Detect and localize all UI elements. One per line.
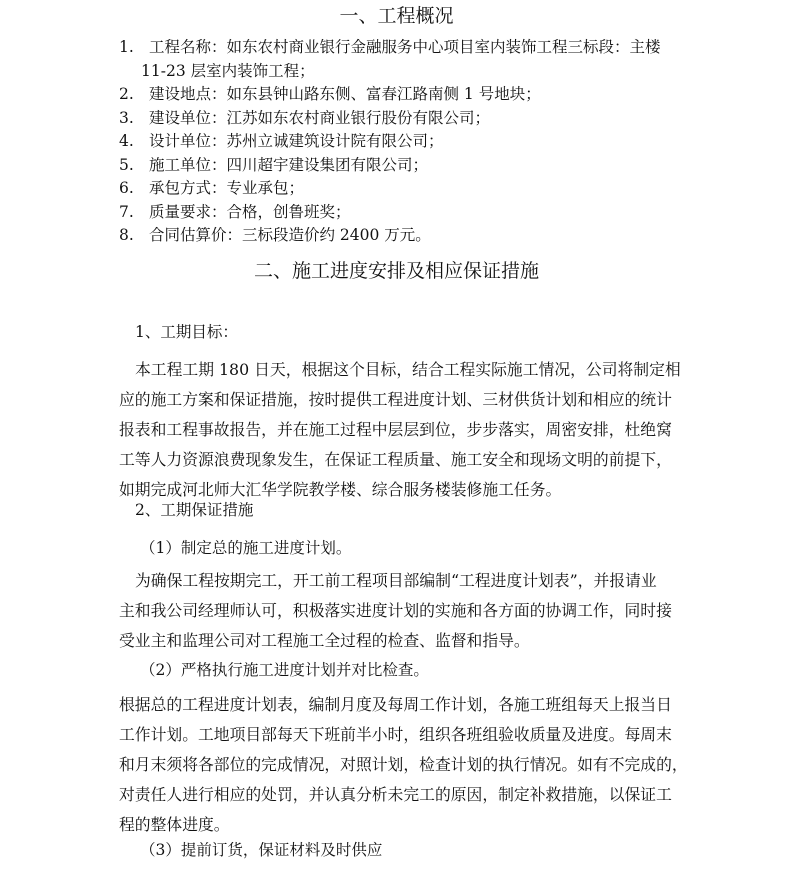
measure-3-title: （3）提前订货，保证材料及时供应 bbox=[140, 841, 383, 859]
project-overview-list bbox=[0, 36, 793, 248]
list-item bbox=[0, 36, 793, 83]
paragraph-line: 如期完成河北师大汇华学院教学楼、综合服务楼装修施工任务。 bbox=[119, 480, 562, 499]
paragraph-line: 为确保工程按期完工，开工前工程项目部编制“工程进度计划表”，并报请业 bbox=[135, 571, 657, 590]
list-item-number: 6. bbox=[119, 179, 134, 197]
list-item bbox=[0, 224, 793, 248]
list-item-number: 1. bbox=[119, 38, 134, 56]
list-item-text: 建设地点：如东县钟山路东侧、富春江路南侧 1 号地块； bbox=[149, 85, 541, 103]
paragraph-line: 根据总的工程进度计划表，编制月度及每周工作计划，各施工班组每天上报当日 bbox=[119, 695, 672, 714]
paragraph-line: 主和我公司经理师认可，积极落实进度计划的实施和各方面的协调工作，同时接 bbox=[119, 601, 672, 620]
schedule-goal-paragraph bbox=[119, 355, 679, 505]
paragraph-line: 受业主和监理公司对工程施工全过程的检查、监督和指导。 bbox=[119, 631, 530, 650]
measure-2-paragraph bbox=[119, 690, 688, 840]
list-item bbox=[0, 154, 793, 178]
paragraph-line: 应的施工方案和保证措施，按时提供工程进度计划、三材供货计划和相应的统计 bbox=[119, 390, 672, 409]
list-item-text: 施工单位：四川超宇建设集团有限公司； bbox=[149, 155, 429, 174]
paragraph-line: 和月末须将各部位的完成情况，对照计划，检查计划的执行情况。如有不完成的， bbox=[119, 755, 688, 774]
paragraph-line: 工等人力资源浪费现象发生，在保证工程质量、施工安全和现场文明的前提下， bbox=[119, 450, 672, 469]
measure-1-paragraph bbox=[119, 566, 679, 656]
list-item bbox=[0, 107, 793, 131]
measure-1-title: （1）制定总的施工进度计划。 bbox=[140, 539, 352, 557]
list-item-text: 工程名称：如东农村商业银行金融服务中心项目室内装饰工程三标段：主楼 bbox=[149, 38, 661, 56]
subsection-1-title: 1、工期目标： bbox=[135, 323, 238, 341]
list-item-text: 建设单位：江苏如东农村商业银行股份有限公司； bbox=[149, 108, 491, 127]
list-item bbox=[0, 83, 793, 107]
paragraph-line: 对责任人进行相应的处罚，并认真分析未完工的原因，制定补救措施，以保证工 bbox=[119, 785, 672, 804]
section-2-heading: 二、施工进度安排及相应保证措施 bbox=[253, 260, 539, 282]
list-item-number: 5. bbox=[119, 155, 134, 174]
section-1-heading: 一、工程概况 bbox=[339, 5, 454, 27]
list-item-number: 8. bbox=[119, 226, 134, 244]
paragraph-line: 报表和工程事故报告，并在施工过程中层层到位，步步落实，周密安排，杜绝窝 bbox=[119, 420, 672, 439]
list-item-text: 质量要求：合格，创鲁班奖； bbox=[149, 202, 351, 221]
list-item-text: 设计单位：苏州立诚建筑设计院有限公司； bbox=[149, 132, 444, 150]
measure-2-title: （2）严格执行施工进度计划并对比检查。 bbox=[140, 661, 429, 679]
list-item-continuation: 11-23 层室内装饰工程； bbox=[141, 61, 315, 80]
list-item-number: 3. bbox=[119, 108, 134, 127]
list-item-number: 2. bbox=[119, 85, 134, 103]
list-item bbox=[0, 177, 793, 201]
paragraph-line: 本工程工期 180 日天，根据这个目标，结合工程实际施工情况，公司将制定相 bbox=[135, 360, 681, 379]
list-item-text: 合同估算价：三标段造价约 2400 万元。 bbox=[149, 226, 431, 244]
list-item bbox=[0, 201, 793, 225]
list-item bbox=[0, 130, 793, 154]
list-item-number: 4. bbox=[119, 132, 134, 150]
subsection-2-title: 2、工期保证措施 bbox=[135, 501, 254, 519]
paragraph-line: 程的整体进度。 bbox=[119, 815, 230, 834]
list-item-number: 7. bbox=[119, 202, 134, 221]
list-item-text: 承包方式：专业承包； bbox=[149, 179, 305, 197]
paragraph-line: 工作计划。工地项目部每天下班前半小时，组织各班组验收质量及进度。每周末 bbox=[119, 725, 672, 744]
